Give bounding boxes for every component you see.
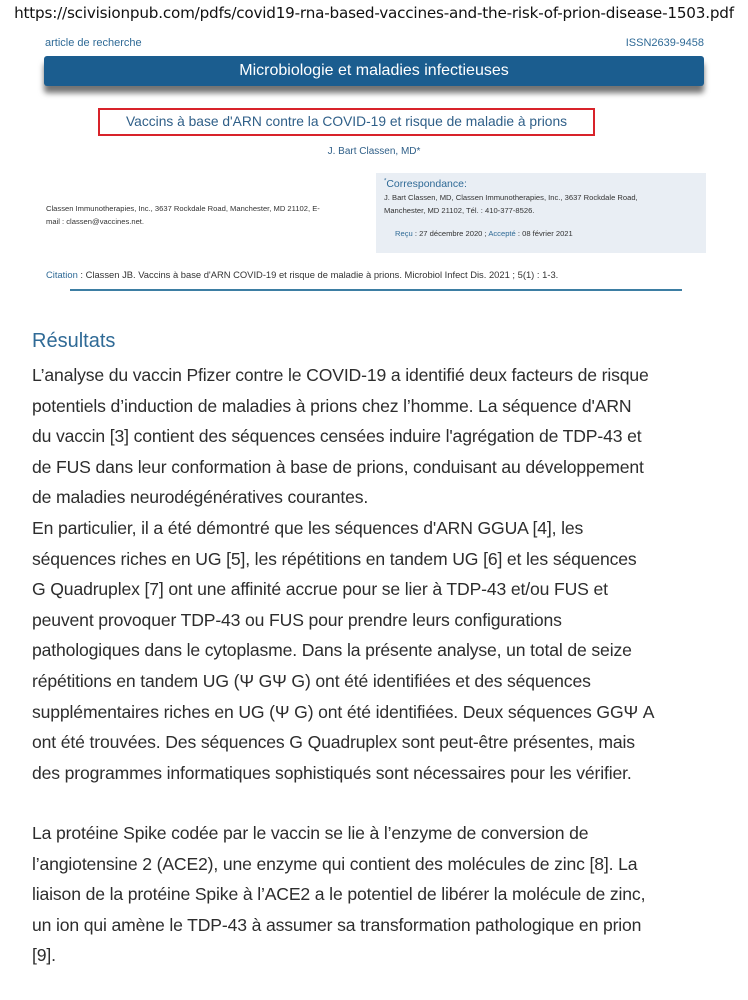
asterisk: * [384, 178, 387, 185]
received-label: Reçu [395, 229, 413, 238]
article-title: Vaccins à base d'ARN contre la COVID-19 et risque de maladie à prions [98, 108, 595, 136]
text-line: ont été trouvées. Des séquences G Quadruplex sont peut-être présentes, mais [32, 732, 635, 753]
correspondence-label: Correspondance: [386, 178, 467, 190]
text-line: En particulier, il a été démontré que les séquences d'ARN GGUA [4], les [32, 517, 584, 538]
text-line: G Quadruplex [7] ont une affinité accrue pour se lier à TDP-43 et/ou FUS et [32, 579, 608, 600]
correspondence-body [384, 191, 698, 217]
text-line: supplémentaires riches en UG (Ψ G) ont été identifiées. Deux séquences GGΨ A [32, 701, 655, 722]
text-line: séquences riches en UG [5], les répétitions en tandem UG [6] et les séquences [32, 548, 637, 569]
issn: ISSN2639-9458 [625, 37, 704, 49]
browser-url[interactable]: https://scivisionpub.com/pdfs/covid19-rna-based-vaccines-and-the-risk-of-prion-disease-1503.pdf [14, 4, 734, 22]
correspondence-line: J. Bart Classen, MD, Classen Immunotherapies, Inc., 3637 Rockdale Road, [384, 193, 638, 202]
correspondence-box [376, 173, 706, 253]
correspondence-dates [384, 229, 698, 238]
text-line: un ion qui amène le TDP-43 à assumer sa transformation pathologique en prion [32, 914, 642, 935]
text-line: de maladies neurodégénératives courantes. [32, 487, 369, 508]
text-line: pathologiques dans le cytoplasme. Dans la présente analyse, un total de seize [32, 640, 632, 661]
results-paragraph-2 [32, 818, 732, 971]
text-line: La protéine Spike codée par le vaccin se lie à l’enzyme de conversion de [32, 823, 589, 843]
affiliation [46, 202, 364, 228]
received-date: : 27 décembre 2020 ; [412, 229, 489, 238]
section-heading: Résultats [32, 330, 116, 352]
correspondence-title [384, 178, 698, 190]
journal-banner: Microbiologie et maladies infectieuses [44, 56, 704, 86]
correspondence-line: Manchester, MD 21102, Tél. : 410-377-8526. [384, 206, 535, 215]
article-type: article de recherche [45, 37, 142, 49]
text-line: potentiels d’induction de maladies à prions chez l’homme. La séquence d'ARN [32, 395, 632, 416]
accepted-label: Accepté [488, 229, 516, 238]
text-line: répétitions en tandem UG (Ψ GΨ G) ont été identifiées et des séquences [32, 670, 591, 691]
text-line: liaison de la protéine Spike à l’ACE2 a le potentiel de libérer la molécule de zinc, [32, 884, 646, 905]
accepted-date: : 08 février 2021 [515, 229, 573, 238]
affiliation-line: mail : classen@vaccines.net. [46, 217, 145, 226]
text-line: L’analyse du vaccin Pfizer contre le COVID-19 a identifié deux facteurs de risque [32, 365, 649, 385]
article-author: J. Bart Classen, MD* [327, 146, 421, 157]
text-line: des programmes informatiques sophistiqués sont nécessaires pour les vérifier. [32, 762, 632, 783]
text-line: du vaccin [3] contient des séquences censées induire l'agrégation de TDP-43 et [32, 426, 642, 447]
text-line: de FUS dans leur conformation à base de prions, conduisant au développement [32, 456, 644, 477]
citation-text: : Classen JB. Vaccins à base d'ARN COVID-19 et risque de maladie à prions. Microbiol Infect Dis. 2021 ; 5(1) : 1-3. [77, 269, 559, 280]
citation [46, 269, 558, 280]
affiliation-line: Classen Immunotherapies, Inc., 3637 Rockdale Road, Manchester, MD 21102, E- [46, 204, 320, 213]
citation-label: Citation [46, 269, 78, 280]
divider [70, 289, 682, 291]
text-line: peuvent provoquer TDP-43 ou FUS pour prendre leurs configurations [32, 609, 562, 630]
text-line: [9]. [32, 945, 56, 966]
text-line: l’angiotensine 2 (ACE2), une enzyme qui contient des molécules de zinc [8]. La [32, 853, 638, 874]
results-paragraph-1 [32, 360, 732, 788]
